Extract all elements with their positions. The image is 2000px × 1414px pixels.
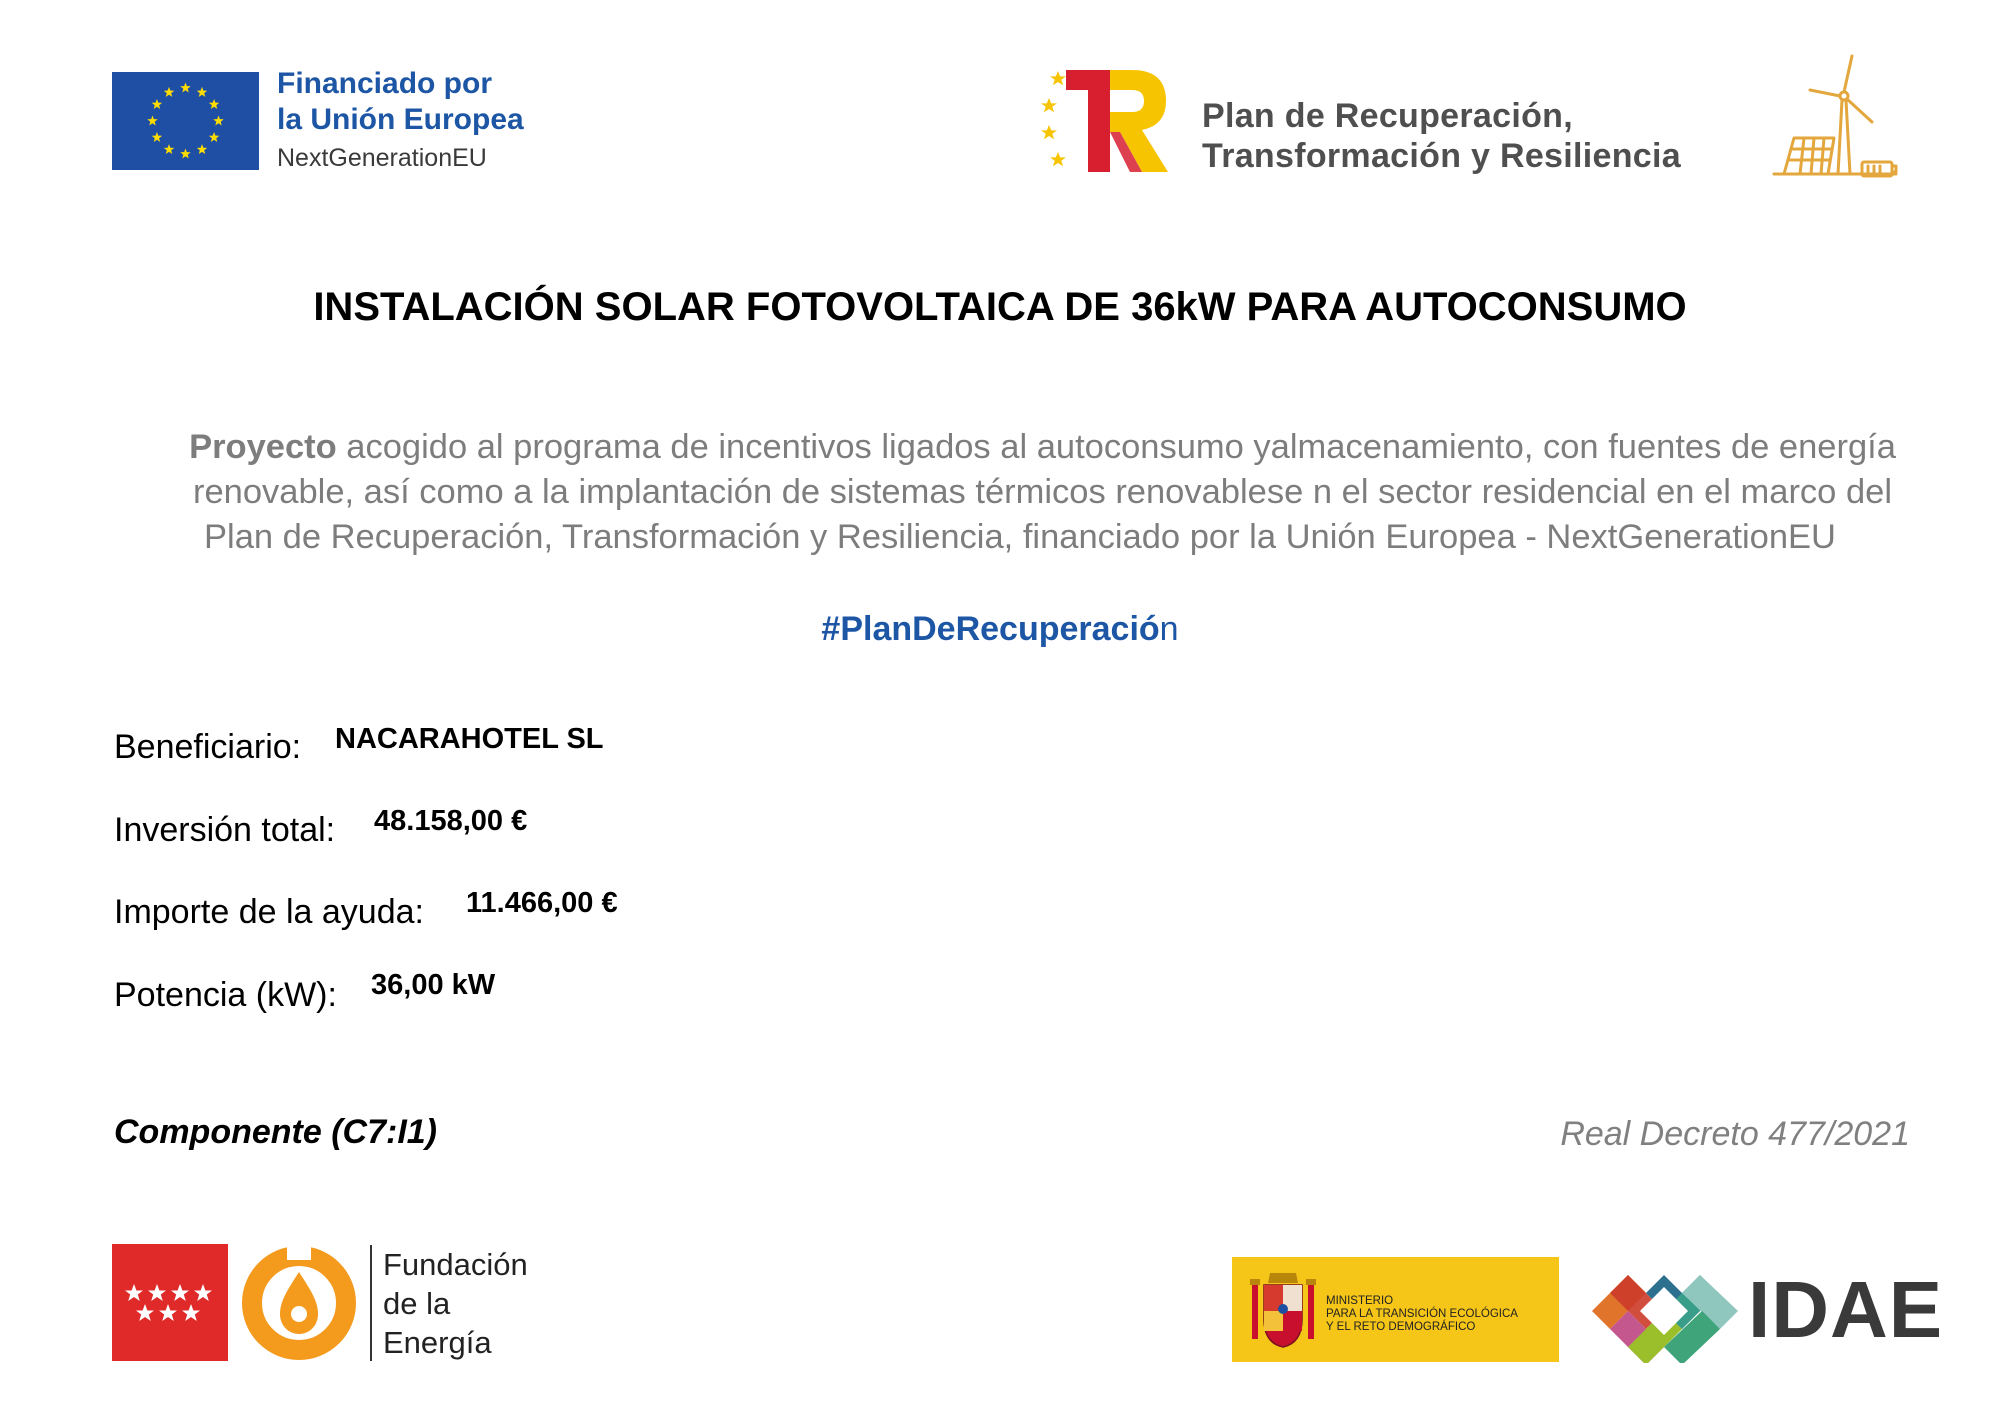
project-description — [95, 425, 1990, 560]
description-bold-word: Proyecto — [189, 428, 337, 466]
eu-star — [152, 132, 162, 142]
eu-star — [180, 83, 190, 93]
eu-star — [209, 132, 219, 142]
eu-financing-text — [277, 66, 524, 176]
potencia-value: 36,00 kW — [371, 969, 496, 1001]
fundacion-line-3: Energía — [383, 1325, 492, 1360]
ayuda-label: Importe de la ayuda: — [114, 893, 424, 931]
eu-star — [152, 99, 162, 109]
ministerio-line-3: Y EL RETO DEMOGRÁFICO — [1326, 1321, 1476, 1333]
fundacion-line-2: de la — [383, 1286, 451, 1321]
prtr-text — [1202, 96, 1681, 176]
ministerio-line-2: PARA LA TRANSICIÓN ECOLÓGICA — [1326, 1308, 1518, 1320]
potencia-label: Potencia (kW): — [114, 976, 337, 1014]
eu-star — [164, 87, 174, 97]
prtr-tr-logo-icon — [1040, 68, 1170, 174]
eu-line-1: Financiado por — [277, 67, 493, 100]
fundacion-line-1: Fundación — [383, 1247, 528, 1282]
eu-star — [197, 87, 207, 97]
prtr-line-2: Transformación y Resiliencia — [1202, 137, 1681, 175]
idae-logo-icon — [1588, 1257, 1742, 1363]
real-decreto-label: Real Decreto 477/2021 — [1560, 1115, 1910, 1153]
eu-star — [213, 116, 223, 126]
eu-stars-icon — [112, 72, 259, 170]
ayuda-value: 11.466,00 € — [466, 887, 618, 919]
inversion-label: Inversión total: — [114, 811, 336, 849]
inversion-value: 48.158,00 € — [374, 805, 528, 837]
fundacion-divider — [370, 1245, 372, 1361]
beneficiario-value: NACARAHOTEL SL — [335, 723, 604, 755]
eu-star — [147, 116, 157, 126]
beneficiario-label: Beneficiario: — [114, 728, 302, 766]
fundacion-energia-text — [383, 1245, 528, 1362]
page-title: INSTALACIÓN SOLAR FOTOVOLTAICA DE 36kW PARA AUTOCONSUMO — [313, 285, 1687, 329]
fundacion-energia-logo-icon — [240, 1244, 358, 1362]
solar-wind-energy-icon — [1770, 54, 1900, 184]
componente-label: Componente (C7:I1) — [114, 1113, 437, 1151]
hashtag-bold: #PlanDeRecuperació — [821, 610, 1160, 648]
description-line-2: renovable, así como a la implantación de sistemas térmicos renovablese n el sector residencial en el marco del — [192, 473, 1892, 511]
prtr-stars-icon — [1041, 71, 1066, 166]
prtr-line-1: Plan de Recuperación, — [1202, 97, 1573, 135]
idae-wordmark: IDAE — [1748, 1265, 1944, 1354]
ministerio-text — [1326, 1295, 1518, 1334]
description-line-1 — [95, 425, 1990, 470]
ministerio-line-1: MINISTERIO — [1326, 1295, 1394, 1307]
madrid-stars-icon — [112, 1244, 228, 1361]
hashtag — [0, 610, 2000, 649]
eu-star — [180, 149, 190, 159]
eu-line-2: la Unión Europea — [277, 103, 524, 136]
description-line-1-rest: acogido al programa de incentivos ligados al autoconsumo yalmacenamiento, con fuentes de energía — [336, 428, 1896, 466]
eu-star — [164, 144, 174, 154]
ministerio-logo — [1232, 1257, 1559, 1362]
spain-coat-of-arms-icon — [1246, 1269, 1320, 1351]
eu-star — [209, 99, 219, 109]
description-line-3: Plan de Recuperación, Transformación y Resiliencia, financiado por la Unión Europea - NextGenerationEU — [204, 518, 1836, 556]
eu-flag-logo — [112, 72, 259, 170]
eu-star — [197, 144, 207, 154]
eu-line-3: NextGenerationEU — [277, 144, 487, 172]
comunidad-madrid-flag-logo — [112, 1244, 228, 1361]
hashtag-rest: n — [1159, 610, 1179, 648]
